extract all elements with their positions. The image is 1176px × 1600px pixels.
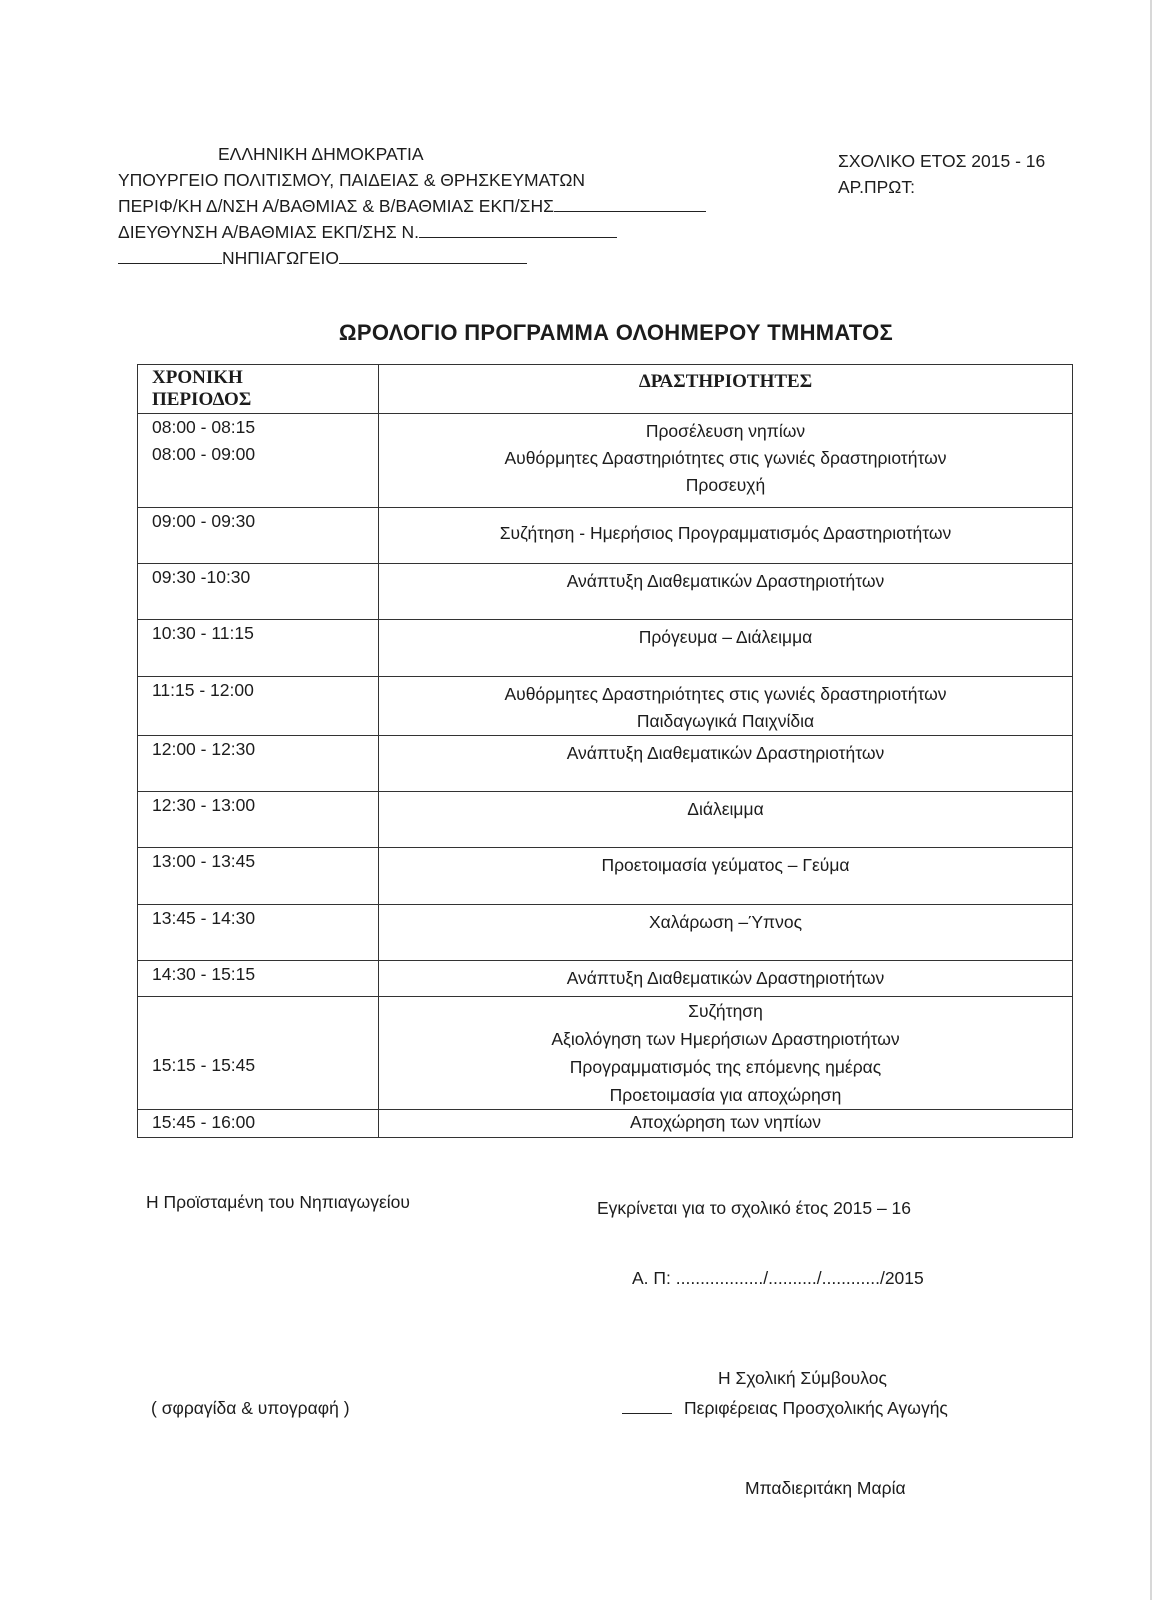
advisor-title: Η Σχολική Σύμβουλος [718, 1368, 887, 1388]
time-value: 09:00 - 09:30 [152, 511, 256, 531]
activity-cell [379, 848, 1073, 905]
activity-text: Προγραμματισμός της επόμενης ημέρας [569, 1057, 882, 1077]
time-value: 15:45 - 16:00 [152, 1112, 256, 1132]
activity-text: Ανάπτυξη Διαθεματικών Δραστηριοτήτων [566, 968, 885, 988]
table-row [138, 905, 1073, 961]
table-row [138, 1110, 1073, 1138]
school-year: ΣΧΟΛΙΚΟ ΕΤΟΣ 2015 - 16 [838, 151, 1046, 171]
header-republic: ΕΛΛΗΝΙΚΗ ΔΗΜΟΚΡΑΤΙΑ [218, 144, 424, 164]
activity-text: Συζήτηση - Ημερήσιος Προγραμματισμός Δραστηριοτήτων [499, 523, 952, 543]
table-row [138, 620, 1073, 677]
time-value: 12:30 - 13:00 [152, 795, 256, 815]
header-activities-label: ΔΡΑΣΤΗΡΙΟΤΗΤΕΣ [638, 371, 813, 392]
activity-text: Διάλειμμα [687, 799, 764, 819]
time-cell [138, 736, 379, 792]
header-regional-text: ΠΕΡΙΦ/ΚΗ Δ/ΝΣΗ Α/ΒΑΘΜΙΑΣ & Β/ΒΑΘΜΙΑΣ ΕΚΠ/ΣΗΣ [118, 196, 554, 216]
time-cell [138, 677, 379, 736]
activity-text: Αποχώρηση των νηπίων [629, 1112, 822, 1132]
header-ministry: ΥΠΟΥΡΓΕΙΟ ΠΟΛΙΤΙΣΜΟΥ, ΠΑΙΔΕΙΑΣ & ΘΡΗΣΚΕΥΜΑΤΩΝ [118, 170, 586, 190]
activity-text: Προσευχή [685, 475, 766, 495]
page-edge [1150, 0, 1152, 1600]
header-kindergarten [118, 247, 527, 269]
time-cell [138, 564, 379, 620]
activity-text: Προετοιμασία γεύματος – Γεύμα [601, 855, 850, 875]
activity-cell [379, 677, 1073, 736]
table-row [138, 564, 1073, 620]
table-row [138, 677, 1073, 736]
activity-text: Συζήτηση [688, 1001, 763, 1021]
activity-cell [379, 905, 1073, 961]
header-time-line2: ΠΕΡΙΟΔΟΣ [152, 389, 252, 410]
time-cell [138, 1110, 379, 1138]
activity-text: Αυθόρμητες Δραστηριότητες στις γωνιές δραστηριοτήτων [504, 448, 947, 468]
time-value: 14:30 - 15:15 [152, 964, 256, 984]
table-header-row [138, 365, 1073, 414]
activity-cell [379, 736, 1073, 792]
time-value: 13:45 - 14:30 [152, 908, 256, 928]
time-cell [138, 508, 379, 564]
time-cell [138, 414, 379, 508]
header-cell-activities [379, 365, 1073, 414]
activity-text: Αξιολόγηση των Ημερήσιων Δραστηριοτήτων [551, 1029, 900, 1049]
table-row [138, 736, 1073, 792]
header-directorate [118, 221, 617, 243]
activity-text: Ανάπτυξη Διαθεματικών Δραστηριοτήτων [566, 743, 885, 763]
time-value: 09:30 -10:30 [152, 567, 251, 587]
stamp-signature-label: ( σφραγίδα & υπογραφή ) [151, 1398, 350, 1418]
header-time-line1: ΧΡΟΝΙΚΗ [152, 367, 243, 388]
header-kindergarten-text: ΝΗΠΙΑΓΩΓΕΙΟ [222, 248, 339, 268]
activity-cell [379, 1110, 1073, 1138]
time-cell [138, 620, 379, 677]
page-title: ΩΡΟΛΟΓΙΟ ΠΡΟΓΡΑΜΜΑ ΟΛΟΗΜΕΡΟΥ ΤΜΗΜΑΤΟΣ [338, 320, 894, 345]
activity-cell [379, 508, 1073, 564]
activity-cell [379, 961, 1073, 997]
directorate-blank-line [419, 222, 617, 238]
time-cell [138, 792, 379, 848]
advisor-region-text: Περιφέρειας Προσχολικής Αγωγής [684, 1398, 948, 1418]
activity-cell [379, 792, 1073, 848]
table-row [138, 792, 1073, 848]
table-row [138, 414, 1073, 508]
header-cell-time [138, 365, 379, 414]
time-cell [138, 905, 379, 961]
activity-cell [379, 414, 1073, 508]
header-regional [118, 195, 706, 217]
kindergarten-blank-line-right [339, 248, 527, 264]
time-value: 11:15 - 12:00 [152, 680, 254, 700]
approval-text: Εγκρίνεται για το σχολικό έτος 2015 – 16 [597, 1198, 912, 1218]
time-value: 15:15 - 15:45 [152, 1054, 256, 1075]
activity-text: Προσέλευση νηπίων [645, 421, 806, 441]
advisor-region [622, 1396, 948, 1420]
table-row [138, 961, 1073, 997]
activity-text: Χαλάρωση –Ύπνος [648, 912, 803, 932]
regional-blank-line [554, 196, 706, 212]
time-value: 12:00 - 12:30 [152, 739, 256, 759]
activity-text: Προετοιμασία για αποχώρηση [609, 1085, 842, 1105]
header-directorate-text: ΔΙΕΥΘΥΝΣΗ Α/ΒΑΘΜΙΑΣ ΕΚΠ/ΣΗΣ Ν. [118, 222, 420, 242]
activity-text: Παιδαγωγικά Παιχνίδια [636, 711, 815, 731]
time-cell [138, 997, 379, 1110]
advisor-blank-line [622, 1399, 672, 1414]
time-value: 08:00 - 09:00 [152, 444, 256, 464]
time-cell [138, 961, 379, 997]
schedule-table [137, 364, 1073, 1138]
table-row [138, 848, 1073, 905]
activity-text: Αυθόρμητες Δραστηριότητες στις γωνιές δραστηριοτήτων [504, 684, 947, 704]
kindergarten-blank-line-left [118, 248, 222, 264]
activity-cell [379, 997, 1073, 1110]
table-row [138, 508, 1073, 564]
advisor-name: Μπαδιεριτάκη Μαρία [745, 1478, 906, 1498]
protocol-number: ΑΡ.ΠΡΩΤ: [838, 177, 915, 197]
activity-text: Πρόγευμα – Διάλειμμα [638, 627, 813, 647]
time-value: 08:00 - 08:15 [152, 417, 256, 437]
activity-cell [379, 620, 1073, 677]
approval-protocol-line: Α. Π: ................../........../............/2015 [632, 1268, 924, 1288]
activity-text: Ανάπτυξη Διαθεματικών Δραστηριοτήτων [566, 571, 885, 591]
time-value: 10:30 - 11:15 [152, 623, 254, 643]
table-row [138, 997, 1073, 1110]
time-cell [138, 848, 379, 905]
time-value: 13:00 - 13:45 [152, 851, 256, 871]
head-teacher-label: Η Προϊσταμένη του Νηπιαγωγείου [146, 1192, 410, 1212]
activity-cell [379, 564, 1073, 620]
